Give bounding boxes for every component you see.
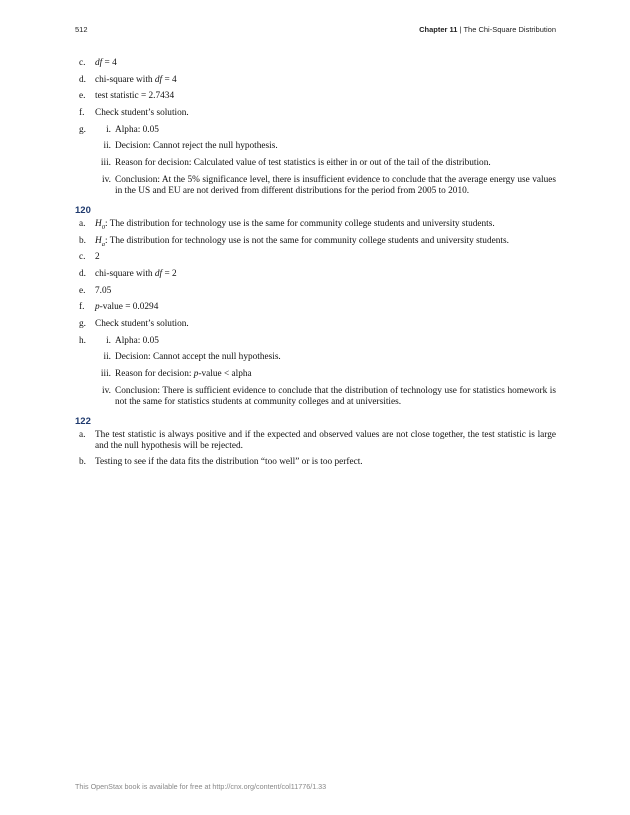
sub-item [95,141,556,152]
list-item [75,91,556,102]
list-item [75,108,556,119]
item-label: b. [79,235,86,246]
sub-item-text: Decision: Cannot reject the null hypothesis. [115,141,278,152]
list-item [75,319,556,330]
item-text: = 4 [102,58,117,68]
sub-item-text: Conclusion: At the 5% significance level, there is insufficient evidence to conclude that the average energy use values in the US and EU are not derived from different distributions for the period from 2005 to 2010. [115,174,556,196]
sub-item [95,369,556,380]
item-label: f. [79,302,85,313]
sub-item-label: i. [106,335,111,346]
sub-item-text: Reason for decision: [115,369,194,379]
item-label: a. [79,429,86,440]
sub-item-text: Alpha: 0.05 [115,335,159,346]
sub-item-label: ii. [103,141,111,152]
hypothesis-subscript: 0 [101,223,105,231]
item-label: g. [79,124,86,135]
item-text: chi-square with [95,268,155,279]
sub-item-label: i. [106,124,111,135]
item-label: d. [79,268,86,279]
item-label: g. [79,318,86,329]
sub-item [95,336,556,347]
item-label: a. [79,218,86,229]
sub-item-label: iv. [102,174,111,185]
list-item [75,125,556,136]
item-text: : The distribution for technology use is the same for community college students and university students. [104,218,495,229]
page-footer: This OpenStax book is available for free at http://cnx.org/content/col11776/1.33 [75,782,327,791]
item-label: d. [79,74,86,85]
item-label: c. [79,252,86,263]
item-text: -value = 0.0294 [99,302,159,313]
item-label: h. [79,335,86,346]
sub-item-text: Decision: Cannot accept the null hypothesis. [115,352,281,363]
italic-df: df [154,74,163,85]
list-item [75,430,556,452]
sub-item-label: iii. [100,158,111,169]
hypothesis-subscript: a [101,240,105,248]
hypothesis-symbol: H [95,235,102,246]
italic-df: df [95,58,103,68]
item-label: c. [79,58,86,68]
sub-item-label: iv. [102,385,111,396]
italic-p: p [193,369,199,379]
list-item [75,219,556,230]
solutions-content [75,58,556,474]
item-text: Check student’s solution. [95,318,189,329]
list-item [75,75,556,86]
sub-item-text: Conclusion: There is sufficient evidence to conclude that the distribution of technology use for statistics homework is not the same for statistics students at community colleges and at universities. [115,385,556,407]
item-label: e. [79,91,86,102]
sub-item [95,352,556,363]
list-item [75,236,556,247]
sub-item-text: Reason for decision: Calculated value of test statistics is either in or out of the tail of the distribution. [115,158,491,169]
item-label: f. [79,108,85,119]
chapter-title: The Chi-Square Distribution [463,25,556,34]
item-text: 2 [95,252,100,263]
italic-p: p [95,302,100,313]
question-number-120: 120 [75,204,91,216]
chapter-separator: | [457,25,464,34]
sub-item-text: -value < alpha [198,369,252,379]
page-number: 512 [75,25,88,34]
list-item [75,269,556,280]
sub-item-label: iii. [100,369,111,379]
item-text: test statistic = 2.7434 [95,91,175,102]
sub-item-text: Alpha: 0.05 [115,124,159,135]
hypothesis-symbol: H [95,218,102,229]
sub-item [95,386,556,408]
item-text: : The distribution for technology use is not the same for community college students and university students. [104,235,509,246]
list-item [75,286,556,297]
sub-item [95,125,556,136]
item-label: e. [79,285,86,296]
sub-item [95,158,556,169]
item-text: = 2 [162,268,177,279]
item-text: Testing to see if the data fits the distribution “too well” or is too perfect. [95,457,363,468]
list-item [75,457,556,468]
item-text: Check student’s solution. [95,108,189,119]
list-item [75,302,556,313]
chapter-heading [419,25,556,34]
item-label: b. [79,457,86,468]
item-text: 7.05 [95,285,112,296]
italic-df: df [154,268,163,279]
item-text: = 4 [162,74,177,85]
sub-item [95,175,556,197]
list-item [75,58,556,69]
chapter-label: Chapter 11 [419,25,458,34]
sub-item-label: ii. [103,352,111,363]
list-item [75,252,556,263]
item-text: The test statistic is always positive and if the expected and observed values are not close together, the test statistic is large and the null hypothesis will be rejected. [95,429,556,451]
question-number-122: 122 [75,415,91,427]
list-item [75,336,556,347]
item-text: chi-square with [95,74,155,85]
